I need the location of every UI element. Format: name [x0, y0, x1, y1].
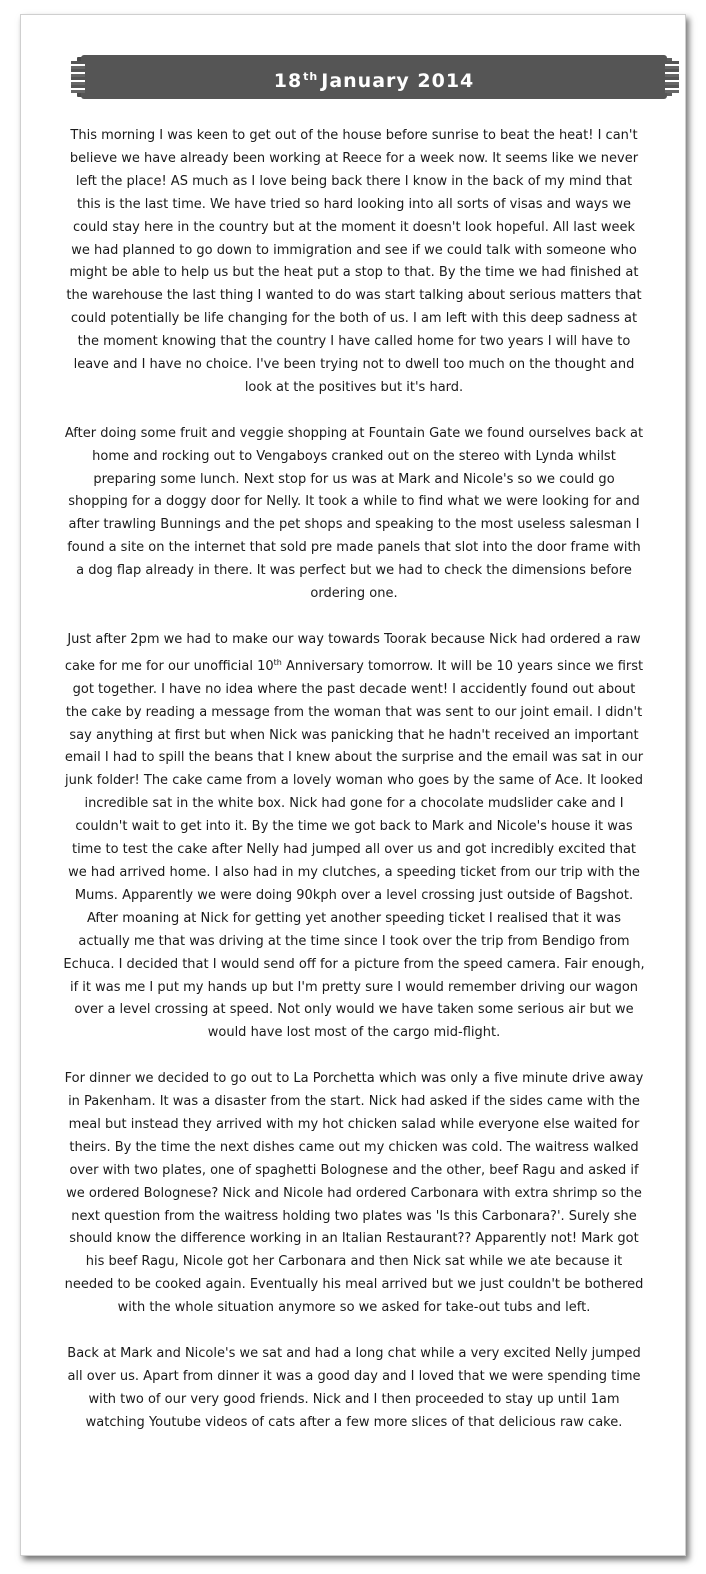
- anniversary-suffix: th: [273, 657, 282, 667]
- entry-paragraph-4: For dinner we decided to go out to La Porchetta which was only a five minute drive away in Pakenham. It was a disaster from the start. Nick had asked if the sides came with the meal but instead they arrived with my hot chicken salad while everyone else waited for theirs. By the time the next dishes came out my chicken was cold. The waitress walked over with two plates, one of spaghetti Bolognese and the other, beef Ragu and asked if we ordered Bolognese? Nick and Nicole had ordered Carbonara with extra shrimp so the next question from the waitress holding two plates was 'Is this Carbonara?'. Surely she should know the difference working in an Italian Restaurant?? Apparently not! Mark got his beef Ragu, Nicole got her Carbonara and then Nick sat while we ate because it needed to be cooked again. Eventually his meal arrived but we just couldn't be bothered with the whole situation anymore so we asked for take-out tubs and left.: [64, 1071, 644, 1316]
- entry-date: [81, 55, 667, 99]
- entry-paragraph-1: This morning I was keen to get out of the house before sunrise to beat the heat! I can't believe we have already been working at Reece for a week now. It seems like we never left the place! AS much as I love being back there I know in the back of my mind that this is the last time. We have tried so hard looking into all sorts of visas and ways we could stay here in the country but at the moment it doesn't look hopeful. All last week we had planned to go down to immigration and see if we could talk with someone who might be able to help us but the heat put a stop to that. By the time we had finished at the warehouse the last thing I wanted to do was start talking about serious matters that could potentially be life changing for the both of us. I am left with this deep sadness at the moment knowing that the country I have called home for two years I will have to leave and I have no choice. I've been trying not to dwell too much on the thought and look at the positives but it's hard.: [66, 128, 642, 395]
- journal-entry-body: [63, 125, 645, 1457]
- anniversary-number: 10: [257, 658, 274, 674]
- date-banner: [81, 55, 667, 99]
- entry-paragraph-2: After doing some fruit and veggie shopping at Fountain Gate we found ourselves back at home and rocking out to Vengaboys cranked out on the stereo with Lynda whilst preparing some lunch. Next stop for us was at Mark and Nicole's so we could go shopping for a doggy door for Nelly. It took a while to find what we were looking for and after trawling Bunnings and the pet shops and speaking to the most useless salesman I found a site on the internet that sold pre made panels that slot into the door frame with a dog flap already in there. It was perfect but we had to check the dimensions before ordering one.: [64, 425, 644, 602]
- date-day: 18: [273, 70, 303, 92]
- date-month-year: January 2014: [321, 70, 475, 92]
- entry-paragraph-3-start: Just after 2pm we had to make our way towards Toorak because Nick had ordered a raw cake for me for our unofficial: [64, 631, 641, 674]
- entry-paragraph-5: Back at Mark and Nicole's we sat and had a long chat while a very excited Nelly jumped all over us. Apart from dinner it was a good day and I loved that we were spending time with two of our very good friends. Nick and I then proceeded to stay up until 1am watching Youtube videos of cats after a few more slices of that delicious raw cake.: [67, 1345, 641, 1430]
- entry-paragraph-3: [63, 629, 645, 1045]
- journal-page: [20, 14, 686, 1556]
- date-day-suffix: th: [303, 70, 319, 83]
- entry-paragraph-3-rest: Anniversary tomorrow. It will be 10 years since we first got together. I have no idea where the past decade went! I accidently found out about the cake by reading a message from the woman that was sent to our joint email. I didn't say anything at first but when Nick was panicking that he hadn't received an important email I had to spill the beans that I knew about the surprise and the email was sat in our junk folder! The cake came from a lovely woman who goes by the same of Ace. It looked incredible sat in the white box. Nick had gone for a chocolate mudslider cake and I couldn't wait to get into it. By the time we got back to Mark and Nicole's house it was time to test the cake after Nelly had jumped all over us and got incredibly excited that we had arrived home. I also had in my clutches, a speeding ticket from our trip with the Mums. Apparently we were doing 90kph over a level crossing just outside of Bagshot. After moaning at Nick for getting yet another speeding ticket I realised that it was actually me that was driving at the time since I took over the trip from Bendigo from Echuca. I decided that I would send off for a picture from the speed camera. Fair enough, if it was me I put my hands up but I'm pretty sure I would remember driving our wagon over a level crossing at speed. Not only would we have taken some serious air but we would have lost most of the cargo mid-flight.: [63, 658, 645, 1041]
